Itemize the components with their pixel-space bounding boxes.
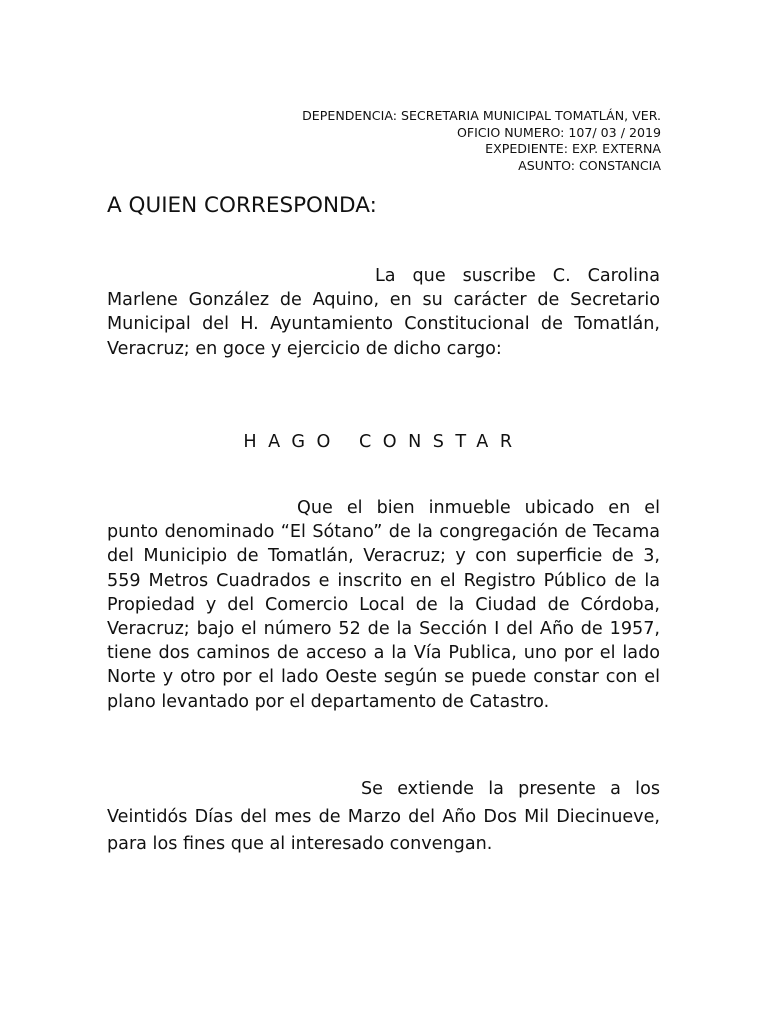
header-oficio-numero: OFICIO NUMERO: 107/ 03 / 2019 — [456, 124, 661, 140]
paragraph-inmueble: Que el bien inmueble ubicado en el punto denominado “El Sótano” de la congregación de Tecama del Municipio de Tomatlán, Veracruz; y con superficie de 3, 559 Metros Cuadrados e inscrito en el Registro Público de la Propiedad y del Comercio Local de la Ciudad de Córdoba, Veracruz; bajo el número 52 de la Sección I del Año de 1957, tiene dos caminos de acceso a la Vía Publica, uno por el lado Norte y otro por el lado Oeste según se puede constar con el plano levantado por el departamento de Catastro. — [107, 498, 660, 712]
paragraph-suscribe: La que suscribe C. Carolina Marlene González de Aquino, en su carácter de Secretario Municipal del H. Ayuntamiento Constitucional de Tomatlán, Veracruz; en goce y ejercicio de dicho cargo: — [107, 266, 660, 359]
header-asunto: ASUNTO: CONSTANCIA — [518, 157, 661, 173]
header-dependencia: DEPENDENCIA: SECRETARIA MUNICIPAL TOMATLÁN, VER. — [302, 108, 661, 123]
document-header — [161, 108, 661, 174]
paragraph-extiende: Se extiende la presente a los Veintidós Días del mes de Marzo del Año Dos Mil Diecinueve, para los fines que al interesado convengan. — [107, 779, 660, 854]
salutation: A QUIEN CORRESPONDA: — [107, 193, 377, 218]
hago-constar-heading: HAGO CONSTAR — [243, 432, 524, 452]
header-expediente: EXPEDIENTE: EXP. EXTERNA — [485, 141, 661, 157]
